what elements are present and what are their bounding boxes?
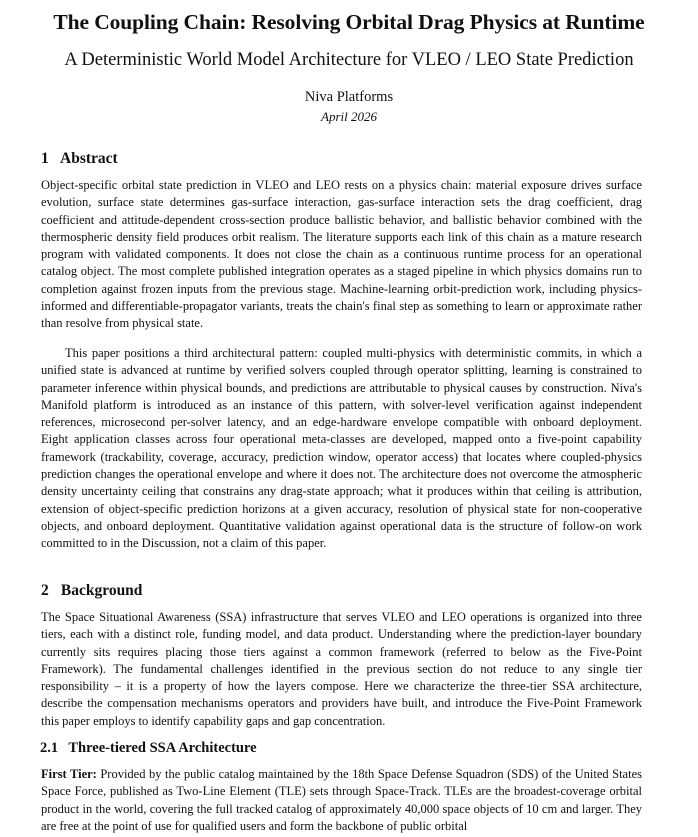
paper-date: April 2026 bbox=[321, 109, 377, 124]
background-heading bbox=[41, 582, 142, 600]
abstract-paragraph-2: This paper positions a third architectural pattern: coupled multi-physics with deterministic commits, in which a unified state is advanced at runtime by verified solvers coupled through operator splitting, learning is constrained to parameter inference within physical bounds, and predictions are attributable to physical causes by construction. Niva's Manifold platform is introduced as an instance of this pattern, with solver-level verification against independent references, microsecond per-solver latency, and an edge-hardware envelope compatible with onboard deployment. Eight application classes across four operational meta-classes are developed, mapped onto a five-point capability framework (trackability, coverage, accuracy, prediction window, operator access) that locates where coupled-physics prediction changes the operational envelope and where it does not. The architecture does not overcome the atmospheric density uncertainty ceiling that constrains any drag-state approach; what it produces within that ceiling is attribution, extension of object-specific prediction horizons at a given accuracy, resolution of physical state for non-cooperative objects, and onboard deployment. Quantitative validation against operational data is the structure of follow-on work committed to in the Discussion, not a claim of this paper. bbox=[41, 346, 642, 551]
abstract-title: Abstract bbox=[60, 150, 118, 167]
first-tier-lead: First Tier: bbox=[41, 767, 97, 781]
subsection-title: Three-tiered SSA Architecture bbox=[68, 740, 257, 756]
paper-title: The Coupling Chain: Resolving Orbital Drag Physics at Runtime bbox=[53, 10, 645, 34]
background-number: 2 bbox=[41, 582, 49, 599]
paper-subtitle: A Deterministic World Model Architecture for VLEO / LEO State Prediction bbox=[64, 50, 634, 70]
background-title: Background bbox=[60, 582, 143, 599]
background-paragraph-1: The Space Situational Awareness (SSA) infrastructure that serves VLEO and LEO operations is organized into three tiers, each with a distinct role, funding model, and data product. Understanding where the prediction-layer boundary currently sits requires placing those tiers against a common framework (referred to below as the Five-Point Framework). The fundamental challenges identified in the previous section do not reduce to any single tier responsibility – it is a property of how the layers compose. Here we characterize the three-tier SSA architecture, describe the compensation mechanisms operators and providers have built, and introduce the Five-Point Framework this paper employs to identify capability gaps and gap concentration. bbox=[41, 610, 642, 728]
abstract-number: 1 bbox=[41, 150, 49, 167]
subsection-number: 2.1 bbox=[40, 740, 59, 756]
paper-author: Niva Platforms bbox=[304, 89, 394, 105]
first-tier-paragraph bbox=[41, 766, 642, 835]
abstract-heading bbox=[41, 150, 118, 168]
subsection-heading bbox=[40, 740, 257, 757]
abstract-paragraph-1: Object-specific orbital state prediction in VLEO and LEO rests on a physics chain: material exposure drives surface evolution, surface state determines gas-surface interaction, gas-surface interaction sets the drag coefficient, drag coefficient and attitude-dependent cross-section produce ballistic behavior, and ballistic behavior combined with the thermospheric density field produces orbit realism. The literature supports each link of this chain as a mature research program with validated components. It does not close the chain as a continuous runtime process for an operational catalog object. The most complete published integration operates as a staged pipeline in which physics domains run to completion against frozen inputs from the previous stage. Machine-learning orbit-prediction work, including physics-informed and differentiable-propagator variants, treats the chain's final step as something to learn or approximate rather than resolve from physical state. bbox=[41, 178, 642, 331]
first-tier-text: Provided by the public catalog maintained by the 18th Space Defense Squadron (SDS) of the United States Space Force, published as Two-Line Element (TLE) sets through Space-Track. TLEs are the broadest-coverage orbital product in the world, covering the full tracked catalog of approximately 40,000 space objects of 10 cm and larger. They are free at the point of use for qualified users and form the backbone of public orbital bbox=[41, 767, 642, 833]
